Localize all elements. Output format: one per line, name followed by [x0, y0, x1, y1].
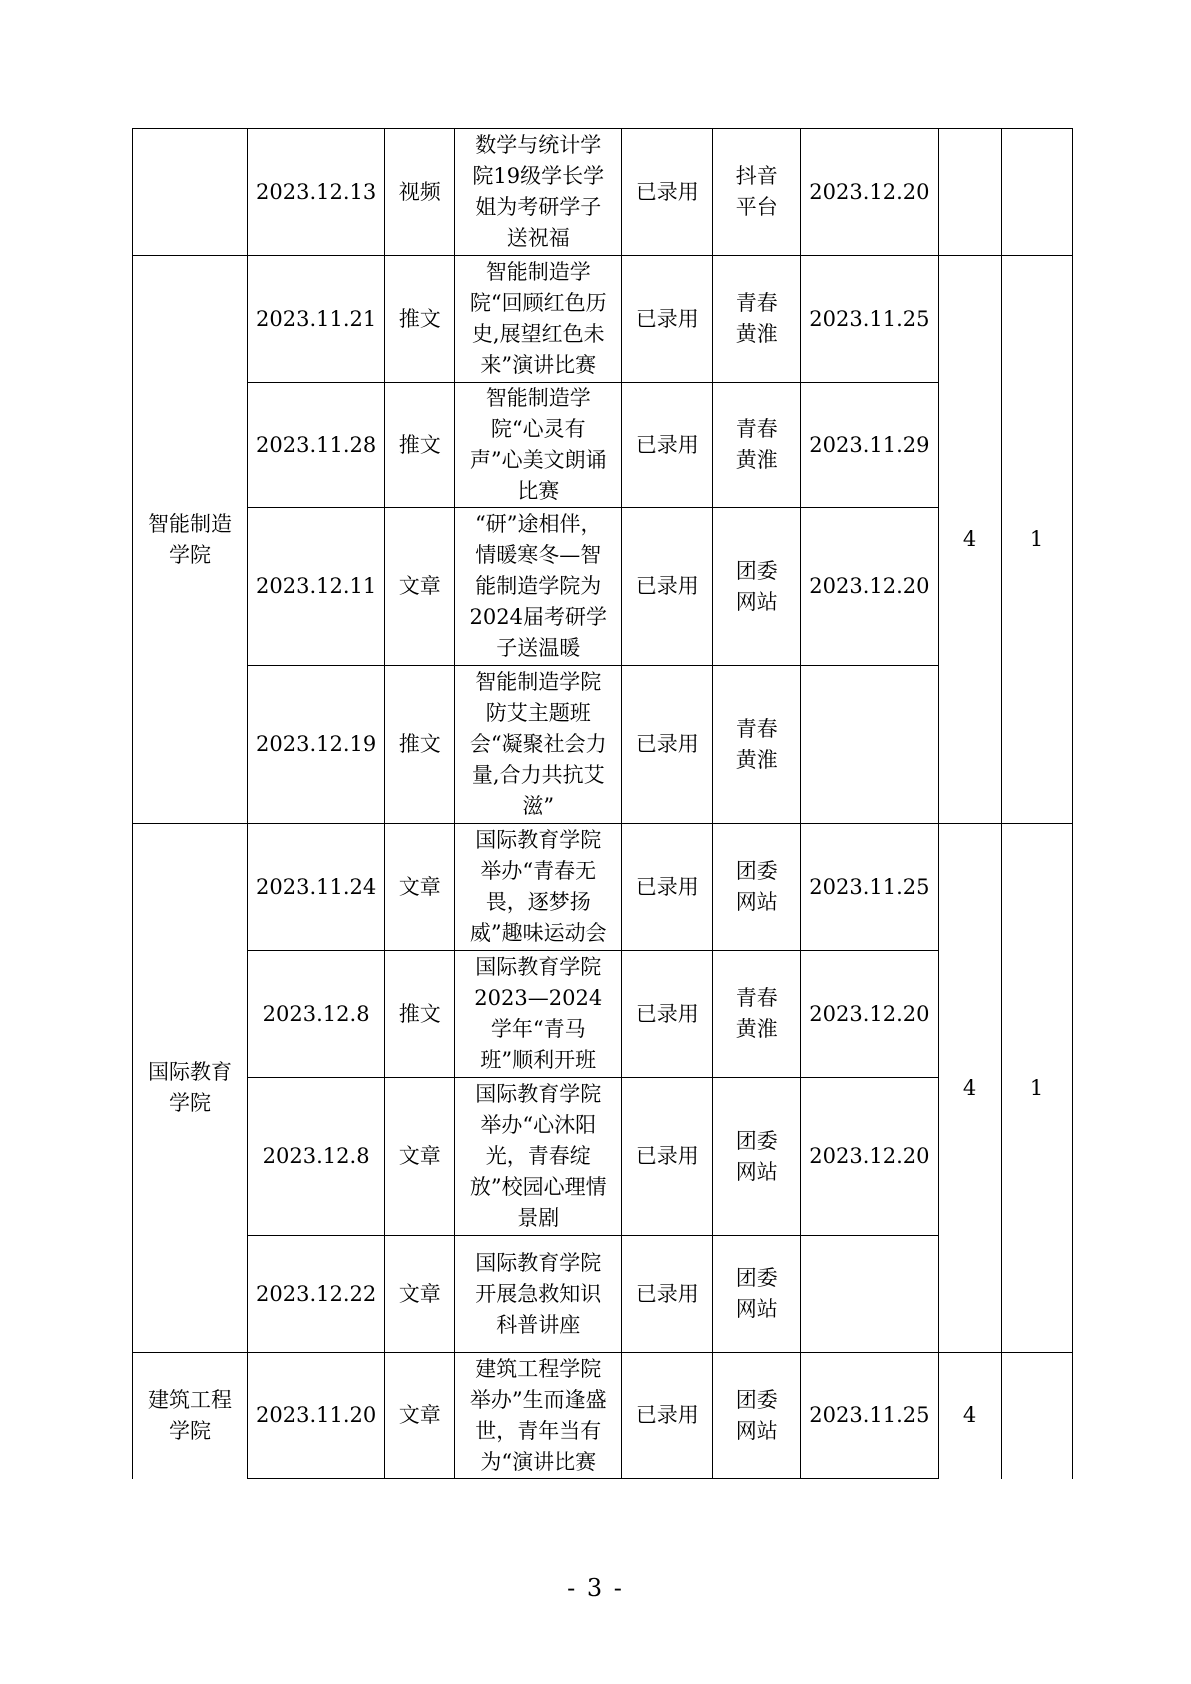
title-cell: 数学与统计学院19级学长学姐为考研学子送祝福: [455, 129, 622, 256]
submission-count-cell: [938, 129, 1001, 256]
type-cell: 推文: [385, 383, 455, 508]
table-row: [133, 951, 1073, 1078]
title-cell: 国际教育学院开展急救知识科普讲座: [455, 1236, 622, 1353]
table-row: [133, 383, 1073, 508]
date-cell: 2023.12.8: [248, 951, 385, 1078]
date-cell: 2023.12.11: [248, 508, 385, 666]
college-cell: 国际教育学院: [133, 824, 248, 1353]
publish-date-cell: 2023.11.25: [801, 824, 938, 951]
publish-date-cell: 2023.12.20: [801, 951, 938, 1078]
submission-count-cell: 4: [938, 256, 1001, 824]
submission-records-table: [132, 128, 1073, 1479]
date-cell: 2023.12.8: [248, 1078, 385, 1236]
title-cell: 建筑工程学院举办”生而逢盛世，青年当有为“演讲比赛: [455, 1353, 622, 1479]
publish-date-cell: 2023.11.25: [801, 1353, 938, 1479]
date-cell: 2023.12.22: [248, 1236, 385, 1353]
platform-cell: 青春黄淮: [713, 951, 801, 1078]
college-cell: 建筑工程学院: [133, 1353, 248, 1479]
date-cell: 2023.12.19: [248, 666, 385, 824]
date-cell: 2023.11.28: [248, 383, 385, 508]
status-cell: 已录用: [622, 256, 713, 383]
platform-cell: 团委网站: [713, 508, 801, 666]
table-row: [133, 1353, 1073, 1479]
status-cell: 已录用: [622, 666, 713, 824]
college-cell: 智能制造学院: [133, 256, 248, 824]
publish-date-cell: 2023.12.20: [801, 508, 938, 666]
status-cell: 已录用: [622, 383, 713, 508]
status-cell: 已录用: [622, 1353, 713, 1479]
table-row: [133, 666, 1073, 824]
platform-cell: 青春黄淮: [713, 256, 801, 383]
date-cell: 2023.12.13: [248, 129, 385, 256]
type-cell: 文章: [385, 1353, 455, 1479]
platform-cell: 团委网站: [713, 824, 801, 951]
table-row: [133, 129, 1073, 256]
type-cell: 视频: [385, 129, 455, 256]
status-cell: 已录用: [622, 1236, 713, 1353]
platform-cell: 抖音平台: [713, 129, 801, 256]
table-row: [133, 256, 1073, 383]
page-number: - 3 -: [567, 1574, 624, 1602]
type-cell: 文章: [385, 1078, 455, 1236]
publish-date-cell: 2023.11.25: [801, 256, 938, 383]
status-cell: 已录用: [622, 951, 713, 1078]
table-row: [133, 1078, 1073, 1236]
date-cell: 2023.11.21: [248, 256, 385, 383]
type-cell: 文章: [385, 1236, 455, 1353]
platform-cell: 青春黄淮: [713, 666, 801, 824]
title-cell: 智能制造学院“心灵有声”心美文朗诵比赛: [455, 383, 622, 508]
title-cell: 国际教育学院2023—2024学年“青马班”顺利开班: [455, 951, 622, 1078]
table-row: [133, 1236, 1073, 1353]
accepted-count-cell: 1: [1001, 256, 1072, 824]
title-cell: 智能制造学院防艾主题班会“凝聚社会力量,合力共抗艾滋”: [455, 666, 622, 824]
status-cell: 已录用: [622, 508, 713, 666]
title-cell: 智能制造学院“回顾红色历史,展望红色未来”演讲比赛: [455, 256, 622, 383]
platform-cell: 团委网站: [713, 1353, 801, 1479]
title-cell: “研”途相伴，情暖寒冬—智能制造学院为2024届考研学子送温暖: [455, 508, 622, 666]
table-row: [133, 824, 1073, 951]
status-cell: 已录用: [622, 824, 713, 951]
status-cell: 已录用: [622, 129, 713, 256]
type-cell: 文章: [385, 824, 455, 951]
type-cell: 推文: [385, 951, 455, 1078]
platform-cell: 团委网站: [713, 1236, 801, 1353]
accepted-count-cell: [1001, 129, 1072, 256]
table-row: [133, 508, 1073, 666]
submission-count-cell: 4: [938, 1353, 1001, 1479]
date-cell: 2023.11.24: [248, 824, 385, 951]
type-cell: 文章: [385, 508, 455, 666]
platform-cell: 团委网站: [713, 1078, 801, 1236]
platform-cell: 青春黄淮: [713, 383, 801, 508]
title-cell: 国际教育学院举办“心沐阳光，青春绽放”校园心理情景剧: [455, 1078, 622, 1236]
publish-date-cell: [801, 1236, 938, 1353]
publish-date-cell: [801, 666, 938, 824]
type-cell: 推文: [385, 666, 455, 824]
publish-date-cell: 2023.11.29: [801, 383, 938, 508]
publish-date-cell: 2023.12.20: [801, 129, 938, 256]
submission-count-cell: 4: [938, 824, 1001, 1353]
publish-date-cell: 2023.12.20: [801, 1078, 938, 1236]
accepted-count-cell: [1001, 1353, 1072, 1479]
title-cell: 国际教育学院举办“青春无畏，逐梦扬威”趣味运动会: [455, 824, 622, 951]
status-cell: 已录用: [622, 1078, 713, 1236]
college-cell: [133, 129, 248, 256]
type-cell: 推文: [385, 256, 455, 383]
accepted-count-cell: 1: [1001, 824, 1072, 1353]
date-cell: 2023.11.20: [248, 1353, 385, 1479]
table-body: [133, 129, 1073, 1479]
